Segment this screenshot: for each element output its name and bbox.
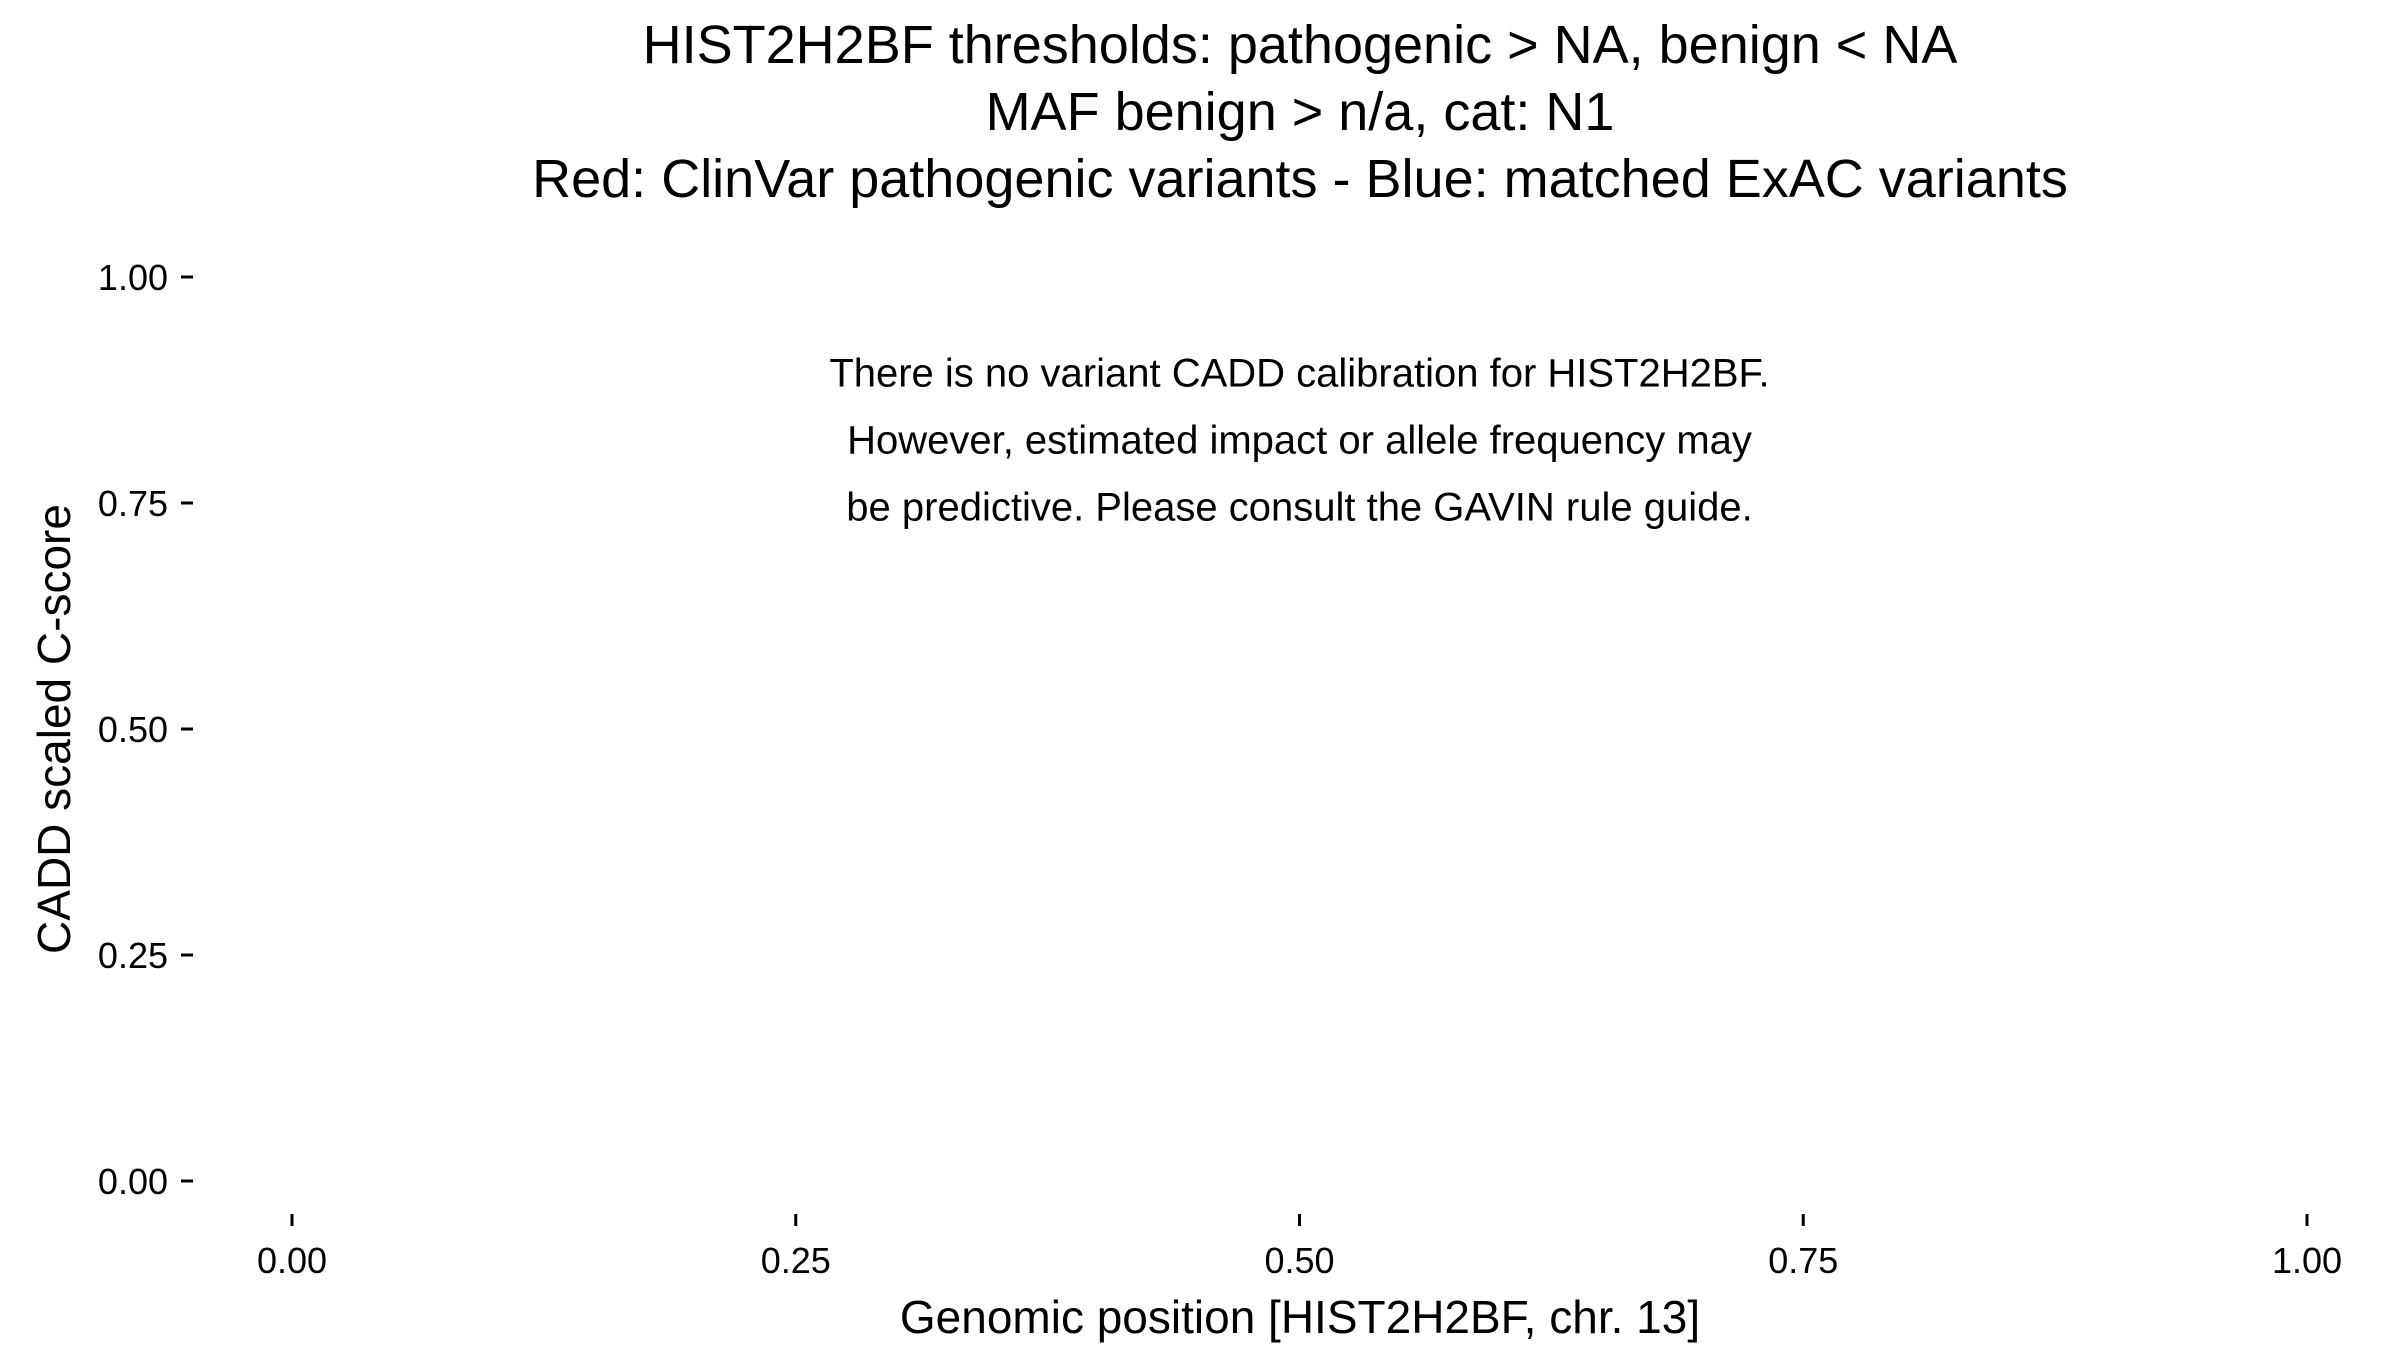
y-axis bbox=[98, 257, 193, 1202]
chart-title-line-1: HIST2H2BF thresholds: pathogenic > NA, benign < NA bbox=[642, 15, 1958, 75]
x-axis-tick-label: 0.75 bbox=[1768, 1240, 1839, 1281]
y-axis-tick-label: 1.00 bbox=[97, 257, 168, 298]
annotation-line-2: However, estimated impact or allele frequency may bbox=[847, 418, 1752, 463]
y-axis-tick-label: 0.00 bbox=[97, 1161, 168, 1202]
y-axis-tick-label: 0.25 bbox=[97, 935, 168, 976]
chart-title-line-2: MAF benign > n/a, cat: N1 bbox=[985, 82, 1615, 142]
x-axis-tick-label: 0.25 bbox=[760, 1240, 831, 1281]
x-axis bbox=[257, 1214, 2342, 1281]
annotation-line-3: be predictive. Please consult the GAVIN rule guide. bbox=[846, 485, 1753, 530]
chart-title bbox=[532, 15, 2068, 209]
x-axis-label: Genomic position [HIST2H2BF, chr. 13] bbox=[899, 1291, 1701, 1343]
x-axis-tick-label: 0.50 bbox=[1264, 1240, 1335, 1281]
y-axis-tick-label: 0.75 bbox=[97, 483, 168, 524]
y-axis-label: CADD scaled C-score bbox=[28, 504, 80, 954]
chart-title-line-3: Red: ClinVar pathogenic variants - Blue: matched ExAC variants bbox=[532, 149, 2068, 209]
x-axis-tick-label: 0.00 bbox=[256, 1240, 328, 1281]
annotation-line-1: There is no variant CADD calibration for HIST2H2BF. bbox=[829, 351, 1770, 396]
no-calibration-annotation bbox=[829, 352, 1769, 530]
y-axis-tick-label: 0.50 bbox=[97, 709, 168, 750]
x-axis-tick-label: 1.00 bbox=[2271, 1240, 2343, 1281]
